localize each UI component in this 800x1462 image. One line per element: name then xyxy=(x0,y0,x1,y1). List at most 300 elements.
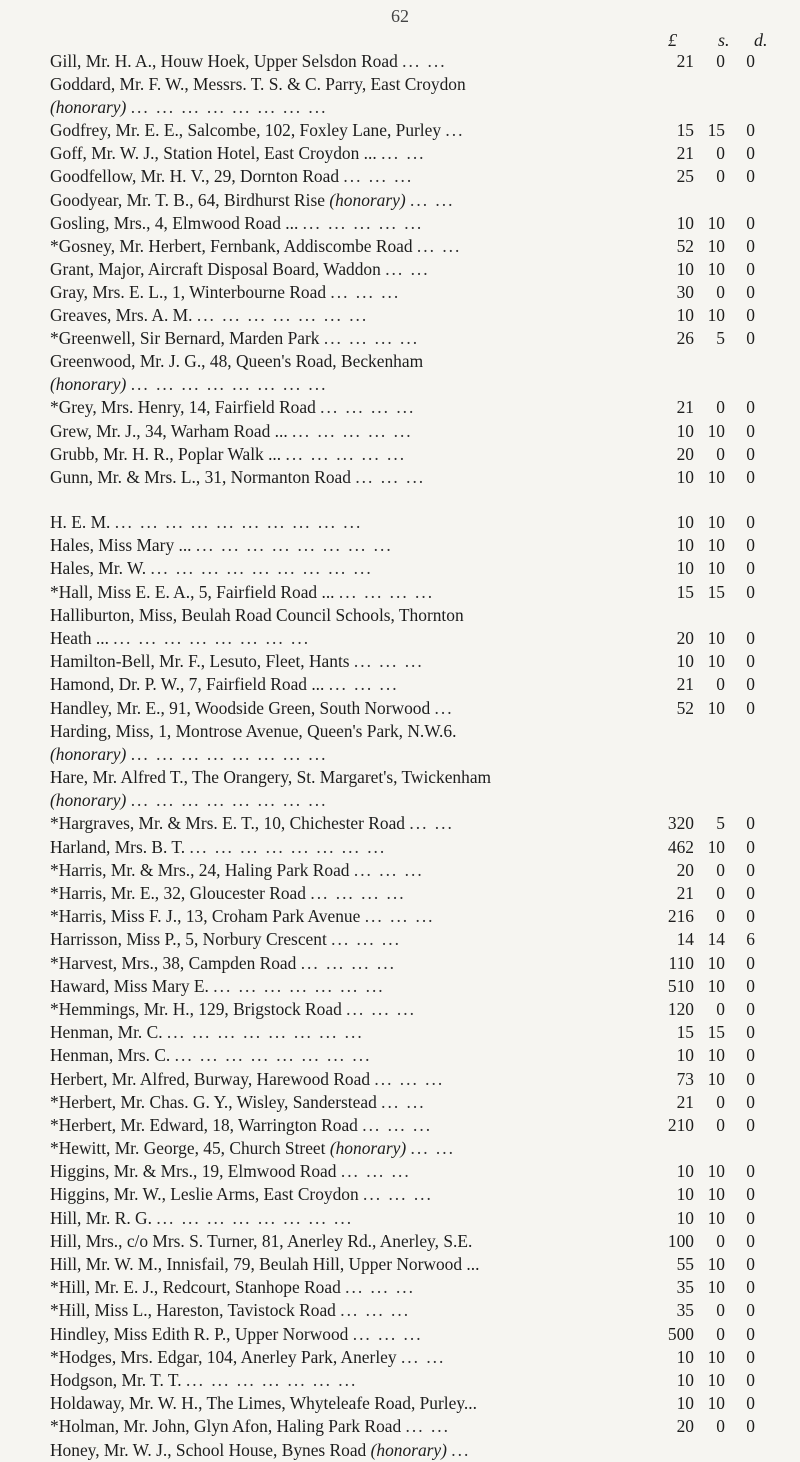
subscriber-name-text: Grew, Mr. J., 34, Warham Road ... xyxy=(50,420,288,441)
subscriber-name-text: Goff, Mr. W. J., Station Hotel, East Croydon ... xyxy=(50,143,377,164)
dot-leaders: ... ... ... xyxy=(340,1161,411,1182)
amount-pounds: 120 xyxy=(667,998,694,1019)
list-item xyxy=(50,673,785,696)
dot-leaders: ... ... ... xyxy=(355,466,426,487)
amount-pounds: 21 xyxy=(676,674,694,695)
subscriber-name xyxy=(50,604,660,627)
amount-shillings: 10 xyxy=(707,651,725,672)
list-item xyxy=(50,1160,785,1183)
list-item xyxy=(50,998,785,1021)
dot-leaders: ... ... ... xyxy=(374,1068,445,1089)
subscriber-name xyxy=(50,1253,660,1276)
dot-leaders: ... ... xyxy=(400,1346,446,1367)
subscriber-name xyxy=(50,697,660,720)
amount-pounds: 55 xyxy=(676,1254,694,1274)
subscriber-name-text: Hamond, Dr. P. W., 7, Fairfield Road ... xyxy=(50,674,325,695)
amount-shillings: 10 xyxy=(707,1184,725,1205)
dot-leaders: ... ... ... xyxy=(353,859,424,880)
dot-leaders: ... ... ... ... ... ... ... xyxy=(213,975,385,996)
amount-shillings: 10 xyxy=(707,1346,725,1367)
list-item xyxy=(50,235,785,258)
dot-leaders: ... ... xyxy=(402,51,447,71)
amount-pence: 0 xyxy=(746,975,755,996)
list-item xyxy=(50,789,785,812)
amount-pounds: 10 xyxy=(676,1045,694,1066)
subscriber-name xyxy=(50,905,660,928)
subscriber-name-text: Harding, Miss, 1, Montrose Avenue, Queen's Park, N.W.6. xyxy=(50,720,457,741)
subscriber-name-text: *Harvest, Mrs., 38, Campden Road xyxy=(50,952,297,973)
dot-leaders: ... ... ... xyxy=(363,1184,433,1205)
amount-pounds: 100 xyxy=(667,1230,694,1251)
subscriber-name-text: (honorary) xyxy=(50,97,127,118)
amount-pounds: 15 xyxy=(676,581,694,602)
amount-pounds: 320 xyxy=(667,813,694,834)
list-item xyxy=(50,1207,785,1230)
subscriber-name-text: *Hall, Miss E. E. A., 5, Fairfield Road ... xyxy=(50,581,335,602)
list-item xyxy=(50,73,785,96)
amount-shillings: 0 xyxy=(716,1114,725,1135)
dot-leaders: ... ... ... ... ... ... ... ... ... xyxy=(150,558,373,579)
page-number: 62 xyxy=(391,6,409,26)
amount-pence: 6 xyxy=(746,929,755,950)
amount-pence: 0 xyxy=(746,1091,755,1112)
list-item xyxy=(50,650,785,673)
amount-shillings: 0 xyxy=(716,1323,725,1344)
amount-shillings: 10 xyxy=(707,558,725,579)
amount-shillings: 10 xyxy=(707,627,725,648)
subscriber-name xyxy=(50,766,660,789)
amount-shillings: 15 xyxy=(707,120,725,141)
dot-leaders: ... ... ... xyxy=(345,1277,415,1298)
amount-pence: 0 xyxy=(746,581,755,602)
dot-leaders: ... ... ... ... ... ... ... ... xyxy=(195,535,393,556)
amount-pence: 0 xyxy=(746,1068,755,1089)
subscriber-name xyxy=(50,396,660,419)
amount-pence: 0 xyxy=(746,212,755,233)
amount-pounds: 15 xyxy=(676,120,694,141)
amount-pounds: 10 xyxy=(676,466,694,487)
amount-pence: 0 xyxy=(746,906,755,927)
amount-pounds: 20 xyxy=(676,1416,694,1437)
dot-leaders: ... ... ... ... ... xyxy=(292,420,413,441)
subscriber-name xyxy=(50,1137,660,1160)
subscriber-name-text: Herbert, Mr. Alfred, Burway, Harewood Road xyxy=(50,1068,371,1089)
amount-pounds: 20 xyxy=(676,443,694,464)
subscriber-name xyxy=(50,1021,660,1044)
subscriber-name-text: *Hewitt, Mr. George, 45, Church Street (honorary) xyxy=(50,1138,407,1159)
subscriber-name-text: Gunn, Mr. & Mrs. L., 31, Normanton Road xyxy=(50,466,351,487)
subscriber-name xyxy=(50,1068,660,1091)
list-item xyxy=(50,350,785,373)
subscriber-group-g xyxy=(50,50,785,489)
subscriber-name xyxy=(50,720,660,743)
amount-shillings: 0 xyxy=(716,143,725,164)
amount-pounds: 52 xyxy=(676,697,694,718)
pounds-header: £ xyxy=(668,30,677,50)
subscriber-name-text: *Hargraves, Mr. & Mrs. E. T., 10, Chichester Road xyxy=(50,813,406,834)
subscriber-name-text: *Greenwell, Sir Bernard, Marden Park xyxy=(50,328,320,349)
subscriber-name-text: Goodyear, Mr. T. B., 64, Birdhurst Rise (honorary) xyxy=(50,189,406,210)
dot-leaders: ... xyxy=(451,1439,471,1460)
list-item xyxy=(50,1091,785,1114)
subscriber-name xyxy=(50,557,660,580)
dot-leaders: ... ... ... ... ... ... ... ... xyxy=(189,836,387,857)
subscriber-name-text: Goddard, Mr. F. W., Messrs. T. S. & C. Parry, East Croydon xyxy=(50,74,466,95)
subscriber-name-text: Godfrey, Mr. E. E., Salcombe, 102, Foxley Lane, Purley xyxy=(50,120,442,141)
dot-leaders: ... ... ... ... ... xyxy=(285,443,407,464)
amount-shillings: 10 xyxy=(707,975,725,996)
amount-shillings: 0 xyxy=(716,1300,725,1321)
dot-leaders: ... ... ... xyxy=(331,929,401,950)
subscriber-name xyxy=(50,1160,660,1183)
amount-pence: 0 xyxy=(746,1207,755,1228)
list-item xyxy=(50,952,785,975)
list-item xyxy=(50,142,785,165)
amount-pounds: 10 xyxy=(676,535,694,556)
subscriber-name xyxy=(50,859,660,882)
amount-pence: 0 xyxy=(746,998,755,1019)
dot-leaders: ... ... xyxy=(381,1091,426,1112)
list-item xyxy=(50,1044,785,1067)
list-item xyxy=(50,859,785,882)
dot-leaders: ... ... ... xyxy=(353,651,424,672)
subscriber-name xyxy=(50,1207,660,1230)
subscriber-name-text: Goodfellow, Mr. H. V., 29, Dornton Road xyxy=(50,166,340,187)
subscriber-name xyxy=(50,836,660,859)
subscriber-name-text: Hare, Mr. Alfred T., The Orangery, St. Margaret's, Twickenham xyxy=(50,767,492,788)
amount-pounds: 10 xyxy=(676,258,694,279)
list-item xyxy=(50,304,785,327)
subscriber-name-text: *Herbert, Mr. Chas. G. Y., Wisley, Sanderstead xyxy=(50,1091,377,1112)
amount-shillings: 15 xyxy=(707,1022,725,1043)
list-item xyxy=(50,812,785,835)
subscriber-name-text: Hamilton-Bell, Mr. F., Lesuto, Fleet, Hants xyxy=(50,651,350,672)
subscriber-name xyxy=(50,281,660,304)
dot-leaders: ... xyxy=(434,697,454,718)
amount-pence: 0 xyxy=(746,1184,755,1205)
amount-shillings: 10 xyxy=(707,1045,725,1066)
subscriber-name xyxy=(50,1346,660,1369)
subscriber-name-text: Gill, Mr. H. A., Houw Hoek, Upper Selsdon Road xyxy=(50,51,398,71)
subscriber-name xyxy=(50,420,660,443)
dot-leaders: ... ... ... ... xyxy=(320,397,416,418)
amount-pounds: 14 xyxy=(676,929,694,950)
amount-pounds: 10 xyxy=(676,1184,694,1205)
amount-pence: 0 xyxy=(746,674,755,695)
dot-leaders: ... ... ... ... ... ... ... ... xyxy=(174,1045,372,1066)
subscriber-name-text: *Grey, Mrs. Henry, 14, Fairfield Road xyxy=(50,397,316,418)
dot-leaders: ... ... xyxy=(409,813,454,834)
subscriber-name xyxy=(50,1369,660,1392)
subscriber-name-text: Harland, Mrs. B. T. xyxy=(50,836,186,857)
list-item xyxy=(50,466,785,489)
amount-pounds: 10 xyxy=(676,558,694,579)
subscriber-name-text: Heath ... xyxy=(50,627,109,648)
subscriber-name-text: *Gosney, Mr. Herbert, Fernbank, Addiscombe Road xyxy=(50,235,413,256)
subscriber-name xyxy=(50,1183,660,1206)
dot-leaders: ... ... ... xyxy=(362,1114,433,1135)
amount-pence: 0 xyxy=(746,1161,755,1182)
subscriber-name-text: Greenwood, Mr. J. G., 48, Queen's Road, Beckenham xyxy=(50,351,424,372)
amount-pence: 0 xyxy=(746,1277,755,1298)
subscriber-name xyxy=(50,511,660,534)
subscriber-name xyxy=(50,998,660,1021)
subscriber-name xyxy=(50,627,660,650)
subscriber-name-text: *Hill, Miss L., Hareston, Tavistock Road xyxy=(50,1300,336,1321)
amount-pence: 0 xyxy=(746,143,755,164)
subscriber-name xyxy=(50,119,660,142)
amount-shillings: 0 xyxy=(716,1230,725,1251)
list-item xyxy=(50,581,785,604)
dot-leaders: ... ... ... ... ... ... ... ... xyxy=(156,1207,354,1228)
amount-pounds: 10 xyxy=(676,420,694,441)
list-item xyxy=(50,766,785,789)
subscriber-name-text: Handley, Mr. E., 91, Woodside Green, South Norwood xyxy=(50,697,431,718)
subscriber-group-h xyxy=(50,511,785,1462)
amount-shillings: 5 xyxy=(716,813,725,834)
amount-pence: 0 xyxy=(746,1230,755,1251)
dot-leaders: ... ... ... ... xyxy=(338,581,435,602)
amount-pence: 0 xyxy=(746,1045,755,1066)
amount-pounds: 21 xyxy=(676,397,694,418)
list-item xyxy=(50,1299,785,1322)
amount-pence: 0 xyxy=(746,1369,755,1390)
list-item xyxy=(50,1253,785,1276)
dot-leaders: ... ... ... ... ... ... ... xyxy=(196,305,369,326)
amount-shillings: 14 xyxy=(707,929,725,950)
list-item xyxy=(50,327,785,350)
list-item xyxy=(50,1323,785,1346)
subscriber-name-text: H. E. M. xyxy=(50,512,111,532)
amount-pounds: 52 xyxy=(676,235,694,256)
amount-pence: 0 xyxy=(746,651,755,672)
amount-pence: 0 xyxy=(746,512,755,532)
dot-leaders: ... ... ... ... ... ... ... ... xyxy=(113,627,311,648)
list-item xyxy=(50,1021,785,1044)
amount-pence: 0 xyxy=(746,813,755,834)
amount-pounds: 20 xyxy=(676,627,694,648)
amount-shillings: 0 xyxy=(716,397,725,418)
amount-pounds: 10 xyxy=(676,1161,694,1182)
subscriber-name xyxy=(50,1415,660,1438)
amount-pounds: 21 xyxy=(676,143,694,164)
dot-leaders: ... ... xyxy=(385,258,430,279)
subscriber-name xyxy=(50,1439,660,1462)
amount-shillings: 10 xyxy=(707,212,725,233)
dot-leaders: ... ... xyxy=(416,235,462,256)
subscriber-name xyxy=(50,165,660,188)
subscriber-name xyxy=(50,235,660,258)
subscriber-name xyxy=(50,373,660,396)
dot-leaders: ... ... ... xyxy=(340,1300,411,1321)
subscriber-name-text: *Harris, Mr. & Mrs., 24, Haling Park Road xyxy=(50,859,350,880)
amount-pounds: 10 xyxy=(676,1393,694,1414)
amount-pounds: 21 xyxy=(676,883,694,903)
subscriber-name xyxy=(50,1323,660,1346)
amount-pence: 0 xyxy=(746,836,755,857)
amount-pence: 0 xyxy=(746,1393,755,1414)
subscriber-name xyxy=(50,96,660,119)
amount-pence: 0 xyxy=(746,328,755,349)
subscriber-name-text: Grant, Major, Aircraft Disposal Board, Waddon xyxy=(50,258,381,279)
amount-pounds: 21 xyxy=(676,1091,694,1112)
subscriber-name xyxy=(50,73,660,96)
amount-pounds: 30 xyxy=(676,281,694,302)
subscriber-name-text: Higgins, Mr. & Mrs., 19, Elmwood Road xyxy=(50,1161,337,1182)
list-item xyxy=(50,836,785,859)
subscriber-name-text: Gray, Mrs. E. L., 1, Winterbourne Road xyxy=(50,281,327,302)
amount-pence: 0 xyxy=(746,166,755,187)
list-item xyxy=(50,50,785,73)
subscriber-name xyxy=(50,1091,660,1114)
amount-shillings: 0 xyxy=(716,906,725,927)
amount-shillings: 10 xyxy=(707,1254,725,1274)
list-item xyxy=(50,882,785,905)
amount-pence: 0 xyxy=(746,235,755,256)
amount-pounds: 10 xyxy=(676,651,694,672)
amount-pounds: 21 xyxy=(676,51,694,71)
amount-pence: 0 xyxy=(746,1416,755,1437)
amount-pounds: 25 xyxy=(676,166,694,187)
list-item xyxy=(50,604,785,627)
list-item xyxy=(50,212,785,235)
subscriber-name xyxy=(50,928,660,951)
shillings-header: s. xyxy=(718,30,730,50)
amount-pounds: 73 xyxy=(676,1068,694,1089)
amount-shillings: 10 xyxy=(707,1207,725,1228)
amount-shillings: 10 xyxy=(707,952,725,973)
amount-pounds: 10 xyxy=(676,305,694,326)
amount-shillings: 10 xyxy=(707,466,725,487)
subscriber-name xyxy=(50,258,660,281)
amount-shillings: 10 xyxy=(707,1161,725,1182)
subscriber-name xyxy=(50,650,660,673)
subscriber-name-text: Higgins, Mr. W., Leslie Arms, East Croydon xyxy=(50,1184,359,1205)
amount-shillings: 0 xyxy=(716,674,725,695)
subscriber-name xyxy=(50,1276,660,1299)
subscriber-name-text: Grubb, Mr. H. R., Poplar Walk ... xyxy=(50,443,282,464)
amount-shillings: 10 xyxy=(707,697,725,718)
dot-leaders: ... ... ... xyxy=(364,906,435,927)
dot-leaders: ... ... xyxy=(410,1138,455,1159)
list-item xyxy=(50,743,785,766)
amount-pounds: 15 xyxy=(676,1022,694,1043)
subscriber-name-text: Henman, Mr. C. xyxy=(50,1022,163,1043)
amount-pence: 0 xyxy=(746,859,755,880)
list-item xyxy=(50,281,785,304)
amount-shillings: 0 xyxy=(716,883,725,903)
subscriber-name xyxy=(50,212,660,235)
dot-leaders: ... ... ... ... ... ... ... ... xyxy=(166,1022,364,1043)
amount-pence: 0 xyxy=(746,397,755,418)
amount-pounds: 20 xyxy=(676,859,694,880)
list-item xyxy=(50,1068,785,1091)
amount-pounds: 462 xyxy=(667,836,694,857)
list-item xyxy=(50,119,785,142)
subscriber-name xyxy=(50,534,660,557)
subscriber-name xyxy=(50,350,660,373)
subscriber-name-text: Gosling, Mrs., 4, Elmwood Road ... xyxy=(50,212,299,233)
subscriber-name-text: *Hodges, Mrs. Edgar, 104, Anerley Park, Anerley xyxy=(50,1346,397,1367)
amount-shillings: 10 xyxy=(707,420,725,441)
amount-pounds: 10 xyxy=(676,1207,694,1228)
amount-pence: 0 xyxy=(746,281,755,302)
list-item xyxy=(50,1230,785,1253)
amount-pence: 0 xyxy=(746,51,755,71)
amount-pence: 0 xyxy=(746,1300,755,1321)
pence-header: d. xyxy=(754,30,768,50)
amount-pence: 0 xyxy=(746,952,755,973)
subscriber-name xyxy=(50,443,660,466)
amount-pence: 0 xyxy=(746,258,755,279)
amount-pence: 0 xyxy=(746,420,755,441)
dot-leaders: ... ... ... xyxy=(346,998,416,1019)
amount-shillings: 0 xyxy=(716,859,725,880)
list-item xyxy=(50,1392,785,1415)
subscriber-name-text: (honorary) xyxy=(50,790,127,811)
subscriber-name-text: Henman, Mrs. C. xyxy=(50,1045,171,1066)
amount-shillings: 5 xyxy=(716,328,725,349)
dot-leaders: ... ... xyxy=(405,1416,450,1437)
subscriber-name xyxy=(50,189,660,212)
subscriber-name xyxy=(50,1392,660,1415)
amount-shillings: 10 xyxy=(707,1277,725,1298)
list-item xyxy=(50,557,785,580)
subscriber-name-text: Haward, Miss Mary E. xyxy=(50,975,209,996)
subscriber-name xyxy=(50,812,660,835)
amount-pounds: 10 xyxy=(676,1346,694,1367)
list-item xyxy=(50,1369,785,1392)
amount-pounds: 10 xyxy=(676,212,694,233)
amount-shillings: 0 xyxy=(716,998,725,1019)
amount-pounds: 26 xyxy=(676,328,694,349)
subscriber-name-text: Honey, Mr. W. J., School House, Bynes Road (honorary) xyxy=(50,1439,447,1460)
amount-pounds: 10 xyxy=(676,1369,694,1390)
amount-pence: 0 xyxy=(746,120,755,141)
amount-shillings: 0 xyxy=(716,443,725,464)
amount-shillings: 10 xyxy=(707,258,725,279)
subscriber-name-text: (honorary) xyxy=(50,374,127,395)
dot-leaders: ... ... ... ... ... xyxy=(302,212,424,233)
dot-leaders: ... ... ... ... ... ... ... ... ... ... xyxy=(114,512,363,532)
list-item xyxy=(50,1114,785,1137)
amount-pence: 0 xyxy=(746,535,755,556)
subscriber-name-text: Hill, Mrs., c/o Mrs. S. Turner, 81, Anerley Rd., Anerley, S.E. xyxy=(50,1230,473,1251)
subscriber-name xyxy=(50,327,660,350)
list-item xyxy=(50,720,785,743)
amount-pounds: 210 xyxy=(667,1114,694,1135)
amount-shillings: 10 xyxy=(707,512,725,532)
list-item xyxy=(50,396,785,419)
dot-leaders: ... ... ... xyxy=(343,166,414,187)
subscriber-name-text: Hales, Mr. W. xyxy=(50,558,147,579)
amount-pounds: 500 xyxy=(667,1323,694,1344)
subscriber-name xyxy=(50,304,660,327)
dot-leaders: ... ... ... ... xyxy=(310,883,406,903)
dot-leaders: ... ... ... ... ... ... ... ... xyxy=(130,790,328,811)
amount-pence: 0 xyxy=(746,443,755,464)
list-item xyxy=(50,443,785,466)
amount-pence: 0 xyxy=(746,466,755,487)
amount-pence: 0 xyxy=(746,1346,755,1367)
subscriber-name-text: Hindley, Miss Edith R. P., Upper Norwood xyxy=(50,1323,349,1344)
list-item xyxy=(50,1137,785,1160)
amount-pounds: 10 xyxy=(676,512,694,532)
subscriber-name-text: Harrisson, Miss P., 5, Norbury Crescent xyxy=(50,929,327,950)
list-item xyxy=(50,1276,785,1299)
amount-pence: 0 xyxy=(746,1254,755,1274)
amount-pence: 0 xyxy=(746,627,755,648)
